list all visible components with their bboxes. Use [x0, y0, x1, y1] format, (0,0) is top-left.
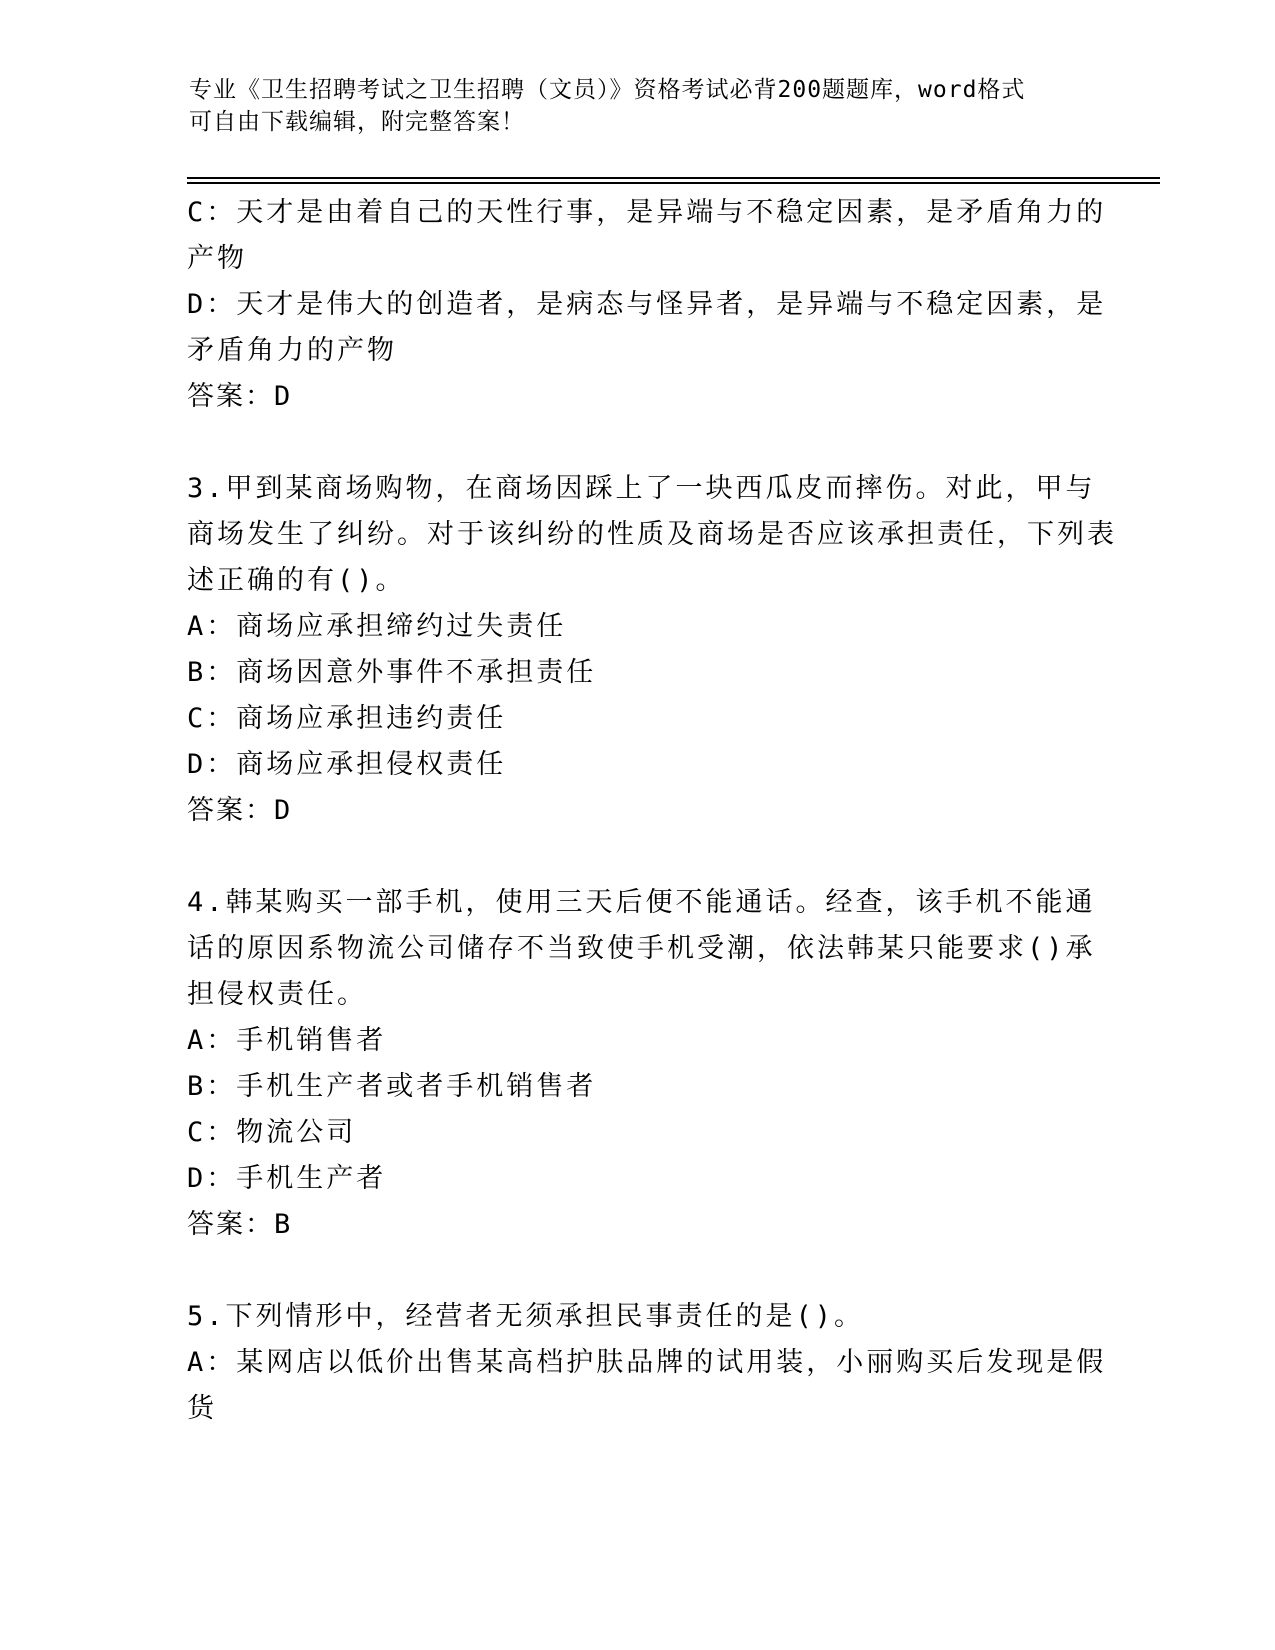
header-title-line-2: 可自由下载编辑，附完整答案！	[189, 109, 525, 135]
question-4-text: 4.韩某购买一部手机，使用三天后便不能通话。经查，该手机不能通话的原因系物流公司储存不当致使手机受潮，依法韩某只能要求()承担侵权责任。	[187, 887, 1096, 1010]
question-4-option-b: B：手机生产者或者手机销售者	[187, 1071, 597, 1102]
question-4-answer: 答案：B	[187, 1209, 293, 1240]
question-3-option-b: B：商场因意外事件不承担责任	[187, 657, 597, 688]
question-2-answer: 答案：D	[187, 381, 293, 412]
header-title-line-1: 专业《卫生招聘考试之卫生招聘（文员）》资格考试必背200题题库，word格式	[189, 77, 1026, 103]
question-4-option-d: D：手机生产者	[187, 1163, 387, 1194]
question-2-block	[187, 190, 1117, 420]
header-divider-top	[187, 177, 1160, 179]
question-2-option-c: C：天才是由着自己的天性行事，是异端与不稳定因素，是矛盾角力的产物	[187, 197, 1107, 274]
question-4-option-a: A：手机销售者	[187, 1025, 387, 1056]
spacer	[187, 1248, 1117, 1294]
document-body	[187, 190, 1117, 1432]
document-header	[189, 74, 1089, 138]
spacer	[187, 420, 1117, 466]
question-5-block	[187, 1294, 1117, 1432]
question-2-option-d: D：天才是伟大的创造者，是病态与怪异者，是异端与不稳定因素，是矛盾角力的产物	[187, 289, 1107, 366]
question-3-option-d: D：商场应承担侵权责任	[187, 749, 507, 780]
question-5-text: 5.下列情形中，经营者无须承担民事责任的是()。	[187, 1301, 865, 1332]
question-3-answer: 答案：D	[187, 795, 293, 826]
question-5-option-a: A：某网店以低价出售某高档护肤品牌的试用装，小丽购买后发现是假货	[187, 1347, 1107, 1424]
question-4-option-c: C：物流公司	[187, 1117, 357, 1148]
spacer	[187, 834, 1117, 880]
question-3-text: 3.甲到某商场购物，在商场因踩上了一块西瓜皮而摔伤。对此，甲与商场发生了纠纷。对于该纠纷的性质及商场是否应该承担责任，下列表述正确的有()。	[187, 473, 1117, 596]
question-4-block	[187, 880, 1117, 1248]
question-3-option-a: A：商场应承担缔约过失责任	[187, 611, 567, 642]
question-3-block	[187, 466, 1117, 834]
question-3-option-c: C：商场应承担违约责任	[187, 703, 507, 734]
header-divider-bottom	[187, 182, 1160, 184]
